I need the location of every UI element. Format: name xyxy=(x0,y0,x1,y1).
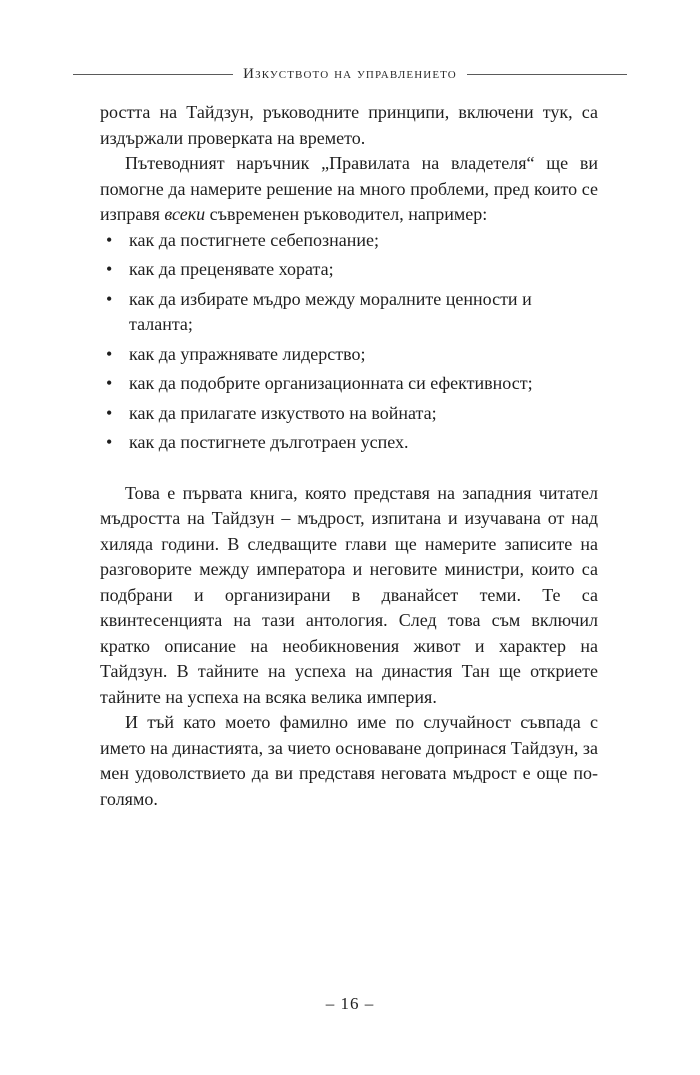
bullet-icon: • xyxy=(106,373,113,393)
paragraph-4: И тъй като моето фамилно име по случайност съвпада с името на династията, за чието основаване допринася Тайдзун, за мен удоволствието да ви представя неговата мъдрост е още по-голямо. xyxy=(100,712,598,809)
list-item-text: как да постигнете себепознание; xyxy=(129,229,380,250)
running-title: Изкуството на управлението xyxy=(243,65,457,82)
list-item-text: как да подобрите организационната си ефективност; xyxy=(129,373,533,393)
section-spacer xyxy=(100,460,598,481)
bullet-list xyxy=(100,228,598,456)
list-item xyxy=(100,430,598,456)
page-number: – 16 – xyxy=(325,994,375,1013)
list-item xyxy=(100,371,598,397)
list-item xyxy=(100,401,598,427)
bullet-icon: • xyxy=(106,288,113,309)
paragraph-2-emphasis: всеки xyxy=(164,204,206,224)
page-body xyxy=(100,100,598,812)
bullet-icon: • xyxy=(106,229,113,250)
list-item-text: как да прилагате изкуството на войната; xyxy=(129,402,437,423)
bullet-icon: • xyxy=(106,343,113,364)
paragraph-1: ростта на Тайдзун, ръководните принципи, включени тук, са издържали проверката на времето. xyxy=(100,102,598,148)
paragraph-3: Това е първата книга, която представя на западния читател мъдростта на Тайдзун – мъдрост, изпитана и изучавана от над хиляда години. В следващите глави ще намерите записите на разговорите между императора и неговите министри, които са подбрани и организирани в дванайсет теми. Те са квинтесенцията на тази антология. След това съм включил кратко описание на необикновения живот и характер на Тайдзун. В тайните на успеха на династия Тан ще откриете тайните на успеха на всяка велика империя. xyxy=(100,482,598,707)
list-item xyxy=(100,257,598,283)
bullet-icon: • xyxy=(106,432,113,452)
bullet-icon: • xyxy=(106,259,113,279)
paragraph-2-text-end: съвременен ръководител, например: xyxy=(205,204,488,224)
list-item-text: как да избирате мъдро между моралните ценности и таланта; xyxy=(129,288,532,334)
paragraph-2 xyxy=(100,151,598,228)
header-rule-right xyxy=(467,74,627,75)
header-rule-left xyxy=(73,74,233,75)
running-header xyxy=(73,62,627,86)
list-item xyxy=(100,342,598,368)
list-item-text: как да преценявате хората; xyxy=(129,259,334,279)
paragraph-2-text-start: Пътеводният наръчник „Правилата на владетеля“ ще ви помогне да намерите решение на много проблеми, пред които се изправя xyxy=(100,153,598,224)
bullet-icon: • xyxy=(106,402,113,423)
list-item-text: как да постигнете дълготраен успех. xyxy=(129,432,409,452)
list-item xyxy=(100,228,598,254)
list-item xyxy=(100,287,598,338)
list-item-text: как да упражнявате лидерство; xyxy=(129,343,366,364)
